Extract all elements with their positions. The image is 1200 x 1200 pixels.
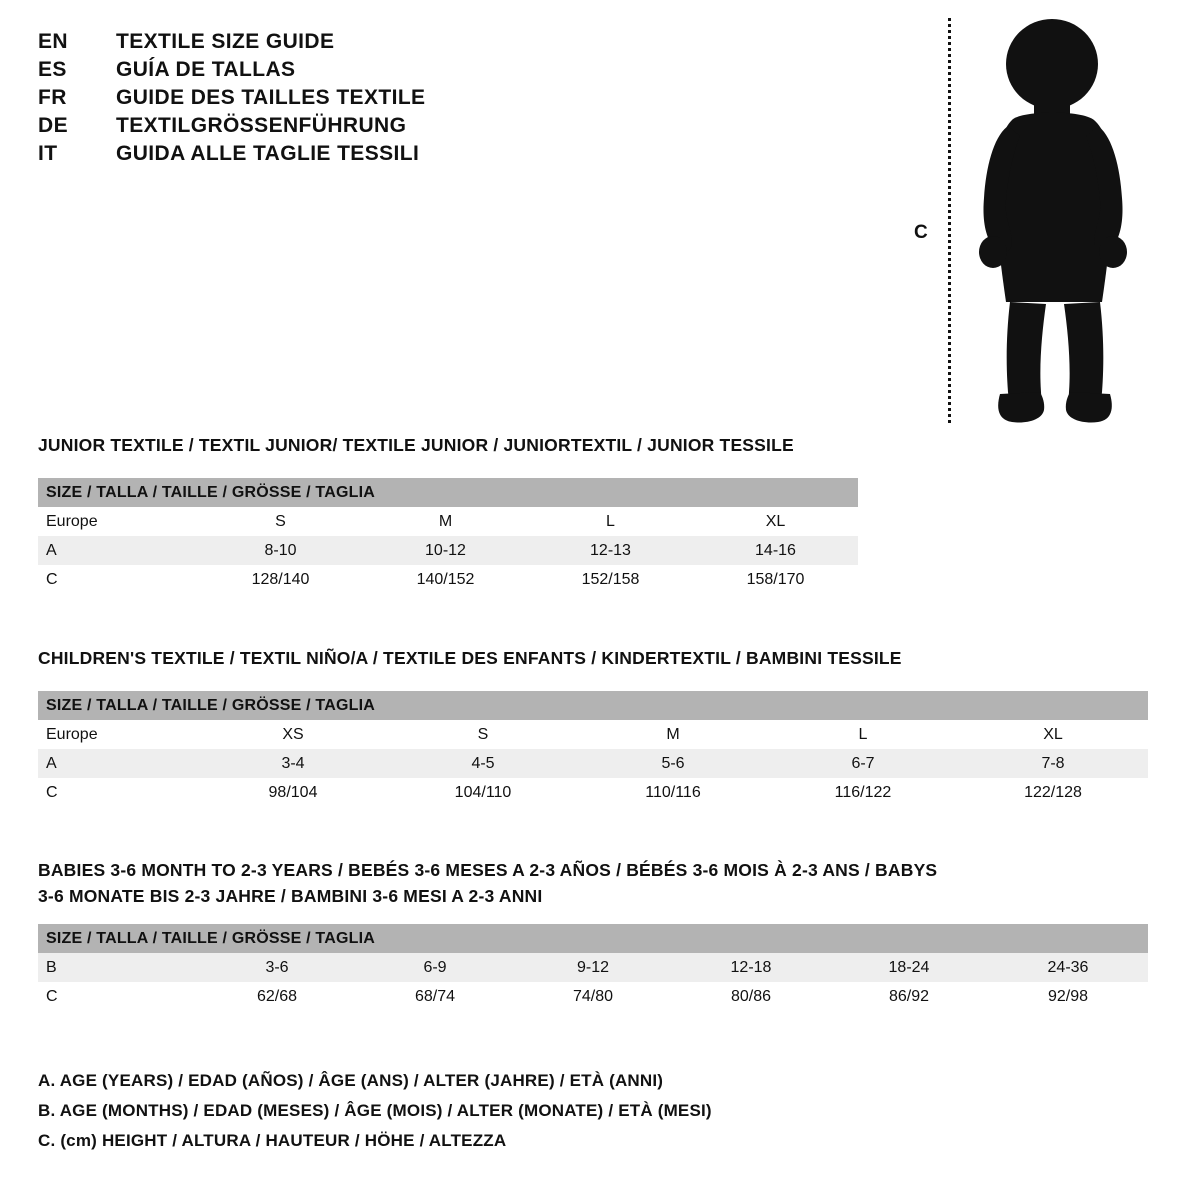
row-label: C <box>46 783 58 801</box>
language-row <box>38 86 638 110</box>
language-code: DE <box>38 114 68 137</box>
table-cell: 80/86 <box>730 987 772 1005</box>
table-cell: 122/128 <box>1024 783 1082 801</box>
language-title: GUÍA DE TALLAS <box>116 58 296 81</box>
table-cell: 110/116 <box>645 783 701 801</box>
language-row <box>38 114 638 138</box>
table-cell: 6-9 <box>423 958 447 976</box>
language-code: IT <box>38 142 58 165</box>
babies-size-table <box>38 924 1148 1011</box>
size-header: S <box>477 725 489 743</box>
size-header: M <box>438 512 453 530</box>
language-row <box>38 58 638 82</box>
language-title: GUIDE DES TAILLES TEXTILE <box>116 86 426 109</box>
section-title-babies: BABIES 3-6 MONTH TO 2-3 YEARS / BEBÉS 3-6 MESES A 2-3 AÑOS / BÉBÉS 3-6 MOIS À 2-3 ANS / BABYS 3-6 MONATE BIS 2-3 JAHRE / BAMBINI 3-6 MESI A 2-3 ANNI <box>38 860 938 907</box>
table-cell: 86/92 <box>888 987 930 1005</box>
table-row <box>38 778 1148 807</box>
language-code: FR <box>38 86 67 109</box>
table-cell: 5-6 <box>661 754 685 772</box>
language-row <box>38 30 638 54</box>
row-label: A <box>46 754 57 772</box>
table-row <box>38 982 1148 1011</box>
height-measure-label: C <box>914 222 928 243</box>
section-title-children: CHILDREN'S TEXTILE / TEXTIL NIÑO/A / TEXTILE DES ENFANTS / KINDERTEXTIL / BAMBINI TESSILE <box>38 648 902 668</box>
table-cell: 7-8 <box>1041 754 1065 772</box>
band-label: SIZE / TALLA / TAILLE / GRÖSSE / TAGLIA <box>38 478 858 507</box>
table-cell: 12-13 <box>590 541 631 559</box>
table-cell: 158/170 <box>746 570 805 588</box>
table-cell: 104/110 <box>454 783 512 801</box>
size-header: M <box>666 725 680 743</box>
language-row <box>38 142 638 166</box>
table-cell: 10-12 <box>425 541 466 559</box>
table-cell: 128/140 <box>251 570 310 588</box>
table-cell: 116/122 <box>834 783 892 801</box>
language-title: TEXTILE SIZE GUIDE <box>116 30 335 53</box>
language-title-block <box>38 30 638 170</box>
legend-block <box>38 1066 1138 1155</box>
table-row <box>38 953 1148 982</box>
legend-line-a: A. AGE (YEARS) / EDAD (AÑOS) / ÂGE (ANS) / ALTER (JAHRE) / ETÀ (ANNI) <box>38 1071 664 1090</box>
row-label: C <box>46 987 58 1005</box>
junior-size-table <box>38 478 858 594</box>
table-cell: 3-6 <box>265 958 289 976</box>
band-label: SIZE / TALLA / TAILLE / GRÖSSE / TAGLIA <box>38 691 1148 720</box>
table-cell: 140/152 <box>416 570 475 588</box>
table-cell: 18-24 <box>888 958 930 976</box>
table-cell: 98/104 <box>268 783 318 801</box>
children-size-table <box>38 691 1148 807</box>
table-cell: 92/98 <box>1047 987 1089 1005</box>
child-figure-diagram <box>900 10 1150 430</box>
table-band-row <box>38 478 858 507</box>
table-header-row <box>38 720 1148 749</box>
header-region-label: Europe <box>46 725 98 743</box>
size-header: XL <box>765 512 786 530</box>
row-label: B <box>46 958 57 976</box>
size-header: L <box>858 725 868 743</box>
size-header: XL <box>1043 725 1063 743</box>
table-cell: 14-16 <box>755 541 796 559</box>
language-title: TEXTILGRÖSSENFÜHRUNG <box>116 114 407 137</box>
height-measure-line <box>948 18 951 423</box>
table-row <box>38 536 858 565</box>
table-cell: 68/74 <box>414 987 456 1005</box>
legend-line-b: B. AGE (MONTHS) / EDAD (MESES) / ÂGE (MOIS) / ALTER (MONATE) / ETÀ (MESI) <box>38 1100 712 1120</box>
size-header: XS <box>282 725 304 743</box>
table-cell: 9-12 <box>576 958 610 976</box>
band-label: SIZE / TALLA / TAILLE / GRÖSSE / TAGLIA <box>38 924 1148 953</box>
table-band-row <box>38 924 1148 953</box>
table-cell: 62/68 <box>256 987 298 1005</box>
table-cell: 3-4 <box>281 754 305 772</box>
row-label: C <box>46 570 58 588</box>
header-region-label: Europe <box>46 512 98 530</box>
legend-line-c: C. (cm) HEIGHT / ALTURA / HAUTEUR / HÖHE / ALTEZZA <box>38 1130 507 1150</box>
section-title-junior: JUNIOR TEXTILE / TEXTIL JUNIOR/ TEXTILE JUNIOR / JUNIORTEXTIL / JUNIOR TESSILE <box>38 435 794 455</box>
table-cell: 152/158 <box>581 570 640 588</box>
table-cell: 74/80 <box>572 987 614 1005</box>
table-cell: 6-7 <box>851 754 875 772</box>
table-header-row <box>38 507 858 536</box>
size-header: L <box>606 512 615 530</box>
table-cell: 12-18 <box>730 958 772 976</box>
table-band-row <box>38 691 1148 720</box>
table-cell: 8-10 <box>264 541 297 559</box>
table-row <box>38 565 858 594</box>
language-code: ES <box>38 58 67 81</box>
language-title: GUIDA ALLE TAGLIE TESSILI <box>116 142 420 165</box>
language-code: EN <box>38 30 68 53</box>
table-cell: 4-5 <box>471 754 495 772</box>
row-label: A <box>46 541 57 559</box>
toddler-silhouette-icon <box>960 16 1150 426</box>
size-header: S <box>275 512 286 530</box>
table-row <box>38 749 1148 778</box>
table-cell: 24-36 <box>1047 958 1089 976</box>
